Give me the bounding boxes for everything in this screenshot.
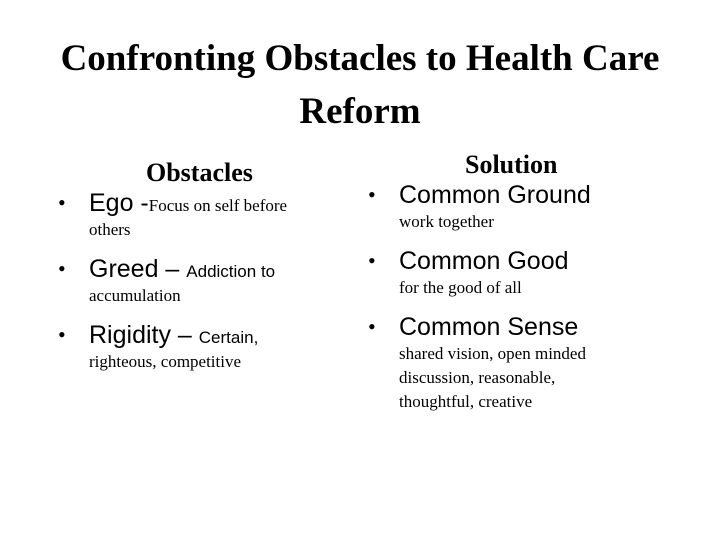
slide-title: Confronting Obstacles to Health Care Reform bbox=[60, 38, 660, 132]
obstacle-label: Greed – bbox=[89, 255, 187, 283]
solution-description: work together bbox=[399, 212, 494, 231]
obstacle-description: Certain, bbox=[198, 328, 259, 347]
obstacle-description-continued: others bbox=[89, 220, 131, 239]
solution-heading: Solution bbox=[465, 150, 558, 179]
solution-item-common-ground bbox=[368, 180, 668, 234]
solution-label: Common Good bbox=[399, 247, 569, 275]
obstacle-description-continued: accumulation bbox=[89, 286, 181, 305]
solution-label: Common Ground bbox=[399, 181, 591, 209]
bullet-icon: • bbox=[368, 248, 376, 273]
solution-description: for the good of all bbox=[399, 278, 522, 297]
solution-column bbox=[368, 150, 668, 414]
solution-description: shared vision, open minded discussion, reasonable, thoughtful, creative bbox=[399, 344, 586, 411]
obstacles-column bbox=[58, 150, 348, 374]
bullet-icon: • bbox=[368, 182, 376, 207]
obstacle-label: Ego - bbox=[89, 189, 149, 217]
solution-item-common-sense bbox=[368, 312, 668, 414]
solution-item-common-good bbox=[368, 246, 668, 300]
solution-label: Common Sense bbox=[399, 313, 579, 341]
obstacle-item-greed bbox=[58, 254, 348, 308]
obstacle-item-rigidity bbox=[58, 320, 348, 374]
bullet-icon: • bbox=[58, 322, 66, 347]
obstacles-heading: Obstacles bbox=[146, 158, 253, 187]
bullet-icon: • bbox=[368, 314, 376, 339]
bullet-icon: • bbox=[58, 256, 66, 281]
obstacle-label: Rigidity – bbox=[89, 321, 199, 349]
obstacle-item-ego bbox=[58, 188, 348, 242]
obstacle-description-continued: righteous, competitive bbox=[89, 352, 242, 371]
obstacle-description: Addiction to bbox=[186, 262, 276, 281]
obstacle-description: Focus on self before bbox=[148, 196, 288, 215]
bullet-icon: • bbox=[58, 190, 66, 215]
